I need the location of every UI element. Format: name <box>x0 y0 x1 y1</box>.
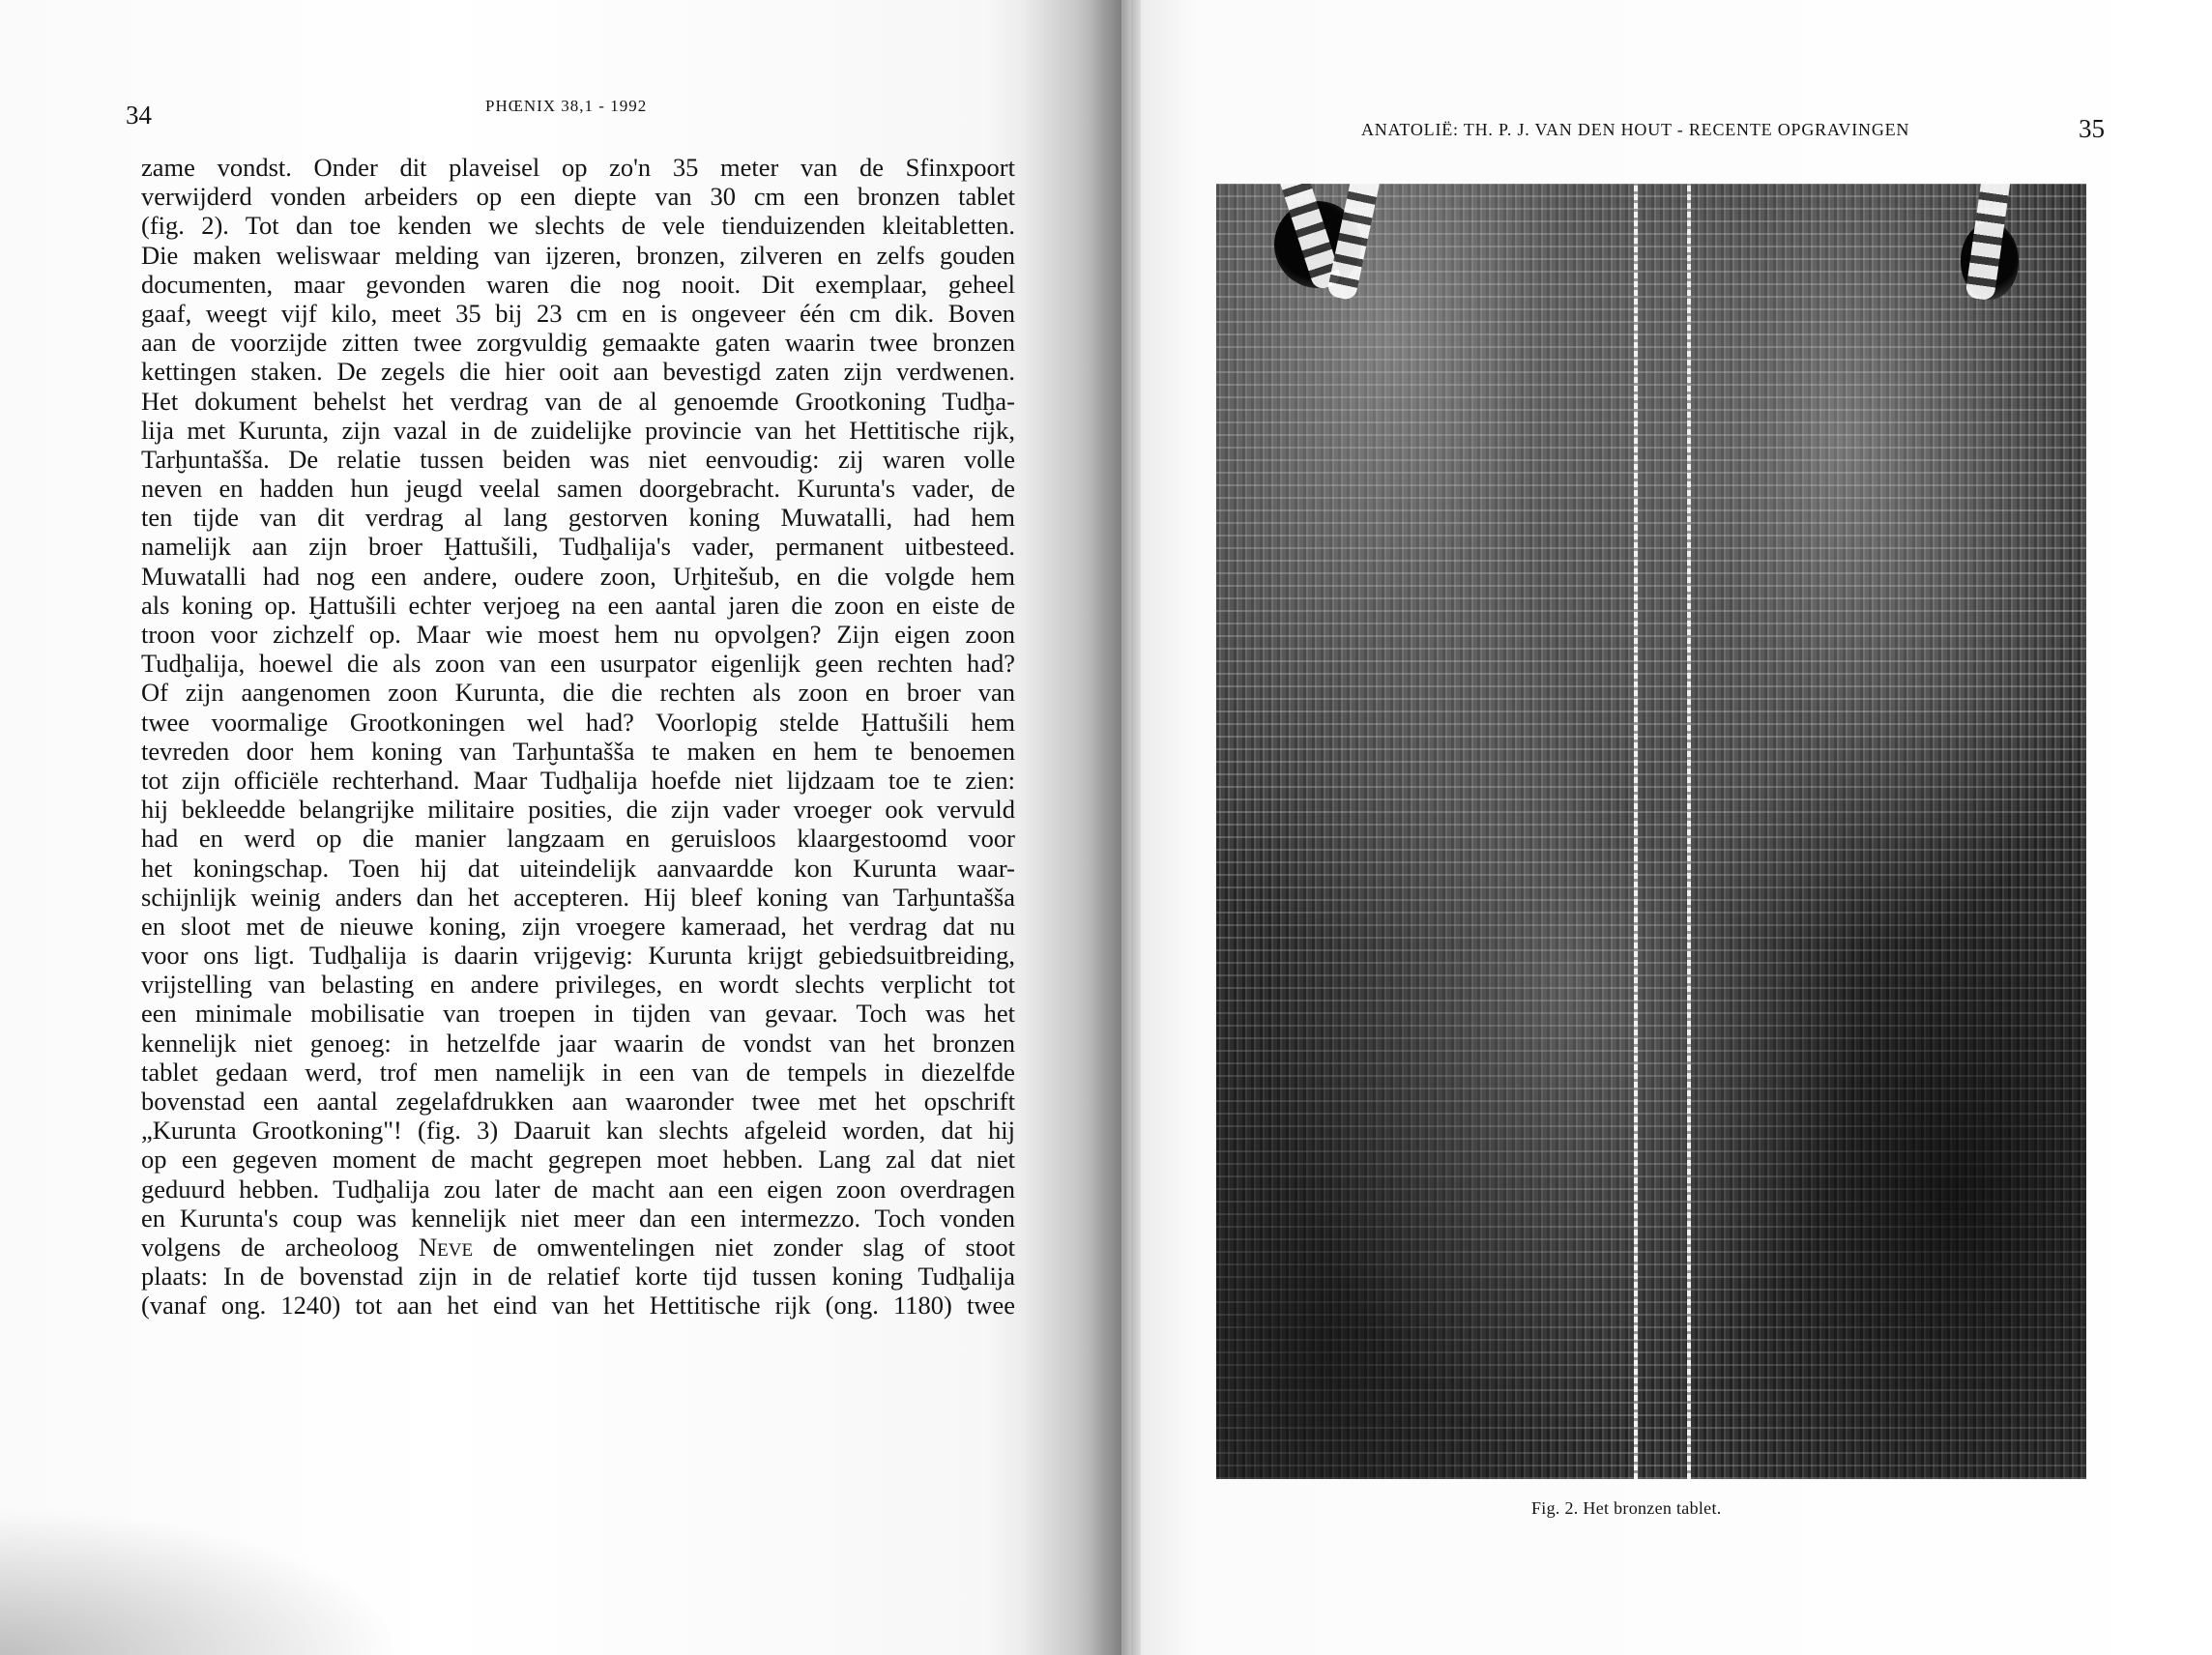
text-line: tablet gedaan werd, trof men namelijk in een van de tempels in diezelfde <box>141 1057 1015 1087</box>
text-line: (fig. 2). Tot dan toe kenden we slechts de vele tienduizenden kleitabletten. <box>141 211 1015 241</box>
text-line: (vanaf ong. 1240) tot aan het eind van het Hettitische rijk (ong. 1180) twee <box>141 1291 1015 1321</box>
text-line: had en werd op die manier langzaam en geruisloos klaargestoomd voor <box>141 824 1015 854</box>
text-line: tevreden door hem koning van Tarḫuntašša te maken en hem te benoemen <box>141 736 1015 766</box>
text-line: kettingen staken. De zegels die hier ooit aan bevestigd zaten zijn verdwenen. <box>141 357 1015 387</box>
text-line: en sloot met de nieuwe koning, zijn vroegere kameraad, het verdrag dat nu <box>141 911 1015 941</box>
text-fragment: volgens de archeoloog <box>141 1232 420 1262</box>
text-line: neven en hadden hun jeugd veelal samen doorgebracht. Kurunta's vader, de <box>141 474 1015 504</box>
text-line: lija met Kurunta, zijn vazal in de zuidelijke provincie van het Hettitische rijk, <box>141 415 1015 445</box>
text-line: ten tijde van dit verdrag al lang gestorven koning Muwatalli, had hem <box>141 503 1015 533</box>
figure-caption: Fig. 2. Het bronzen tablet. <box>1531 1498 1722 1518</box>
text-line: schijnlijk weinig anders dan het accepteren. Hij bleef koning van Tarḫuntašša <box>141 882 1015 912</box>
text-line-neve <box>141 1233 1015 1262</box>
text-line: bovenstad een aantal zegelafdrukken aan waaronder twee met het opschrift <box>141 1087 1015 1116</box>
text-line: Het dokument behelst het verdrag van de al genoemde Grootkoning Tudḫa- <box>141 386 1015 416</box>
text-fragment: de omwentelingen niet zonder slag of stoot <box>473 1232 1015 1262</box>
book-gutter-shadow <box>1025 0 1141 1655</box>
text-line: twee voormalige Grootkoningen wel had? Voorlopig stelde Ḫattušili hem <box>141 707 1015 737</box>
text-line: „Kurunta Grootkoning"! (fig. 3) Daaruit kan slechts afgeleid worden, dat hij <box>141 1116 1015 1146</box>
text-line: Of zijn aangenomen zoon Kurunta, die die rechten als zoon en broer van <box>141 678 1015 708</box>
text-line: Tarḫuntašša. De relatie tussen beiden was niet eenvoudig: zij waren volle <box>141 444 1015 474</box>
text-line: documenten, maar gevonden waren die nog nooit. Dit exemplaar, geheel <box>141 269 1015 299</box>
text-line: Die maken weliswaar melding van ijzeren, bronzen, zilveren en zelfs gouden <box>141 240 1015 270</box>
text-line: geduurd hebben. Tudḫalija zou later de macht aan een eigen zoon overdragen <box>141 1174 1015 1204</box>
text-line: plaats: In de bovenstad zijn in de relatief korte tijd tussen koning Tudḫalija <box>141 1262 1015 1292</box>
left-running-head: PHŒNIX 38,1 - 1992 <box>485 97 648 115</box>
text-line: verwijderd vonden arbeiders op een diepte van 30 cm een bronzen tablet <box>141 182 1015 212</box>
text-line: hij bekleedde belangrijke militaire posities, die zijn vader vroeger ook vervuld <box>141 795 1015 825</box>
text-line: Muwatalli had nog een andere, oudere zoon, Urḫitešub, en die volgde hem <box>141 561 1015 591</box>
page-corner-shadow <box>0 1508 406 1655</box>
right-page-number: 35 <box>2079 114 2105 143</box>
text-line: als koning op. Ḫattušili echter verjoeg na een aantal jaren die zoon en eiste de <box>141 590 1015 620</box>
text-line: troon voor zichzelf op. Maar wie moest hem nu opvolgen? Zijn eigen zoon <box>141 620 1015 649</box>
text-line: het koningschap. Toen hij dat uiteindelijk aanvaardde kon Kurunta waar- <box>141 853 1015 883</box>
text-line: en Kurunta's coup was kennelijk niet meer dan een intermezzo. Toch vonden <box>141 1203 1015 1233</box>
bronze-tablet-photo <box>1216 184 2086 1479</box>
tablet-column-rule <box>1687 184 1691 1479</box>
tablet-column-rule <box>1634 184 1638 1479</box>
article-body-text <box>141 153 1015 1321</box>
text-line: kennelijk niet genoeg: in hetzelfde jaar waarin de vondst van het bronzen <box>141 1028 1015 1058</box>
text-line: vrijstelling van belasting en andere privileges, en wordt slechts verplicht tot <box>141 970 1015 1000</box>
text-line: tot zijn officiële rechterhand. Maar Tudḫalija hoefde niet lijdzaam toe te zien: <box>141 765 1015 795</box>
right-running-head: ANATOLIË: TH. P. J. VAN DEN HOUT - RECENTE OPGRAVINGEN <box>1361 120 1910 139</box>
text-line: gaaf, weegt vijf kilo, meet 35 bij 23 cm en is ongeveer één cm dik. Boven <box>141 298 1015 328</box>
text-line: op een gegeven moment de macht gegrepen moet hebben. Lang zal dat niet <box>141 1145 1015 1175</box>
text-line: namelijk aan zijn broer Ḫattušili, Tudḫalija's vader, permanent uitbesteed. <box>141 532 1015 562</box>
text-line: aan de voorzijde zitten twee zorgvuldig gemaakte gaten waarin twee bronzen <box>141 328 1015 358</box>
left-page-number: 34 <box>126 101 152 130</box>
text-line: voor ons ligt. Tudḫalija is daarin vrijgevig: Kurunta krijgt gebiedsuitbreiding, <box>141 941 1015 971</box>
text-line: een minimale mobilisatie van troepen in tijden van gevaar. Toch was het <box>141 999 1015 1029</box>
text-line: zame vondst. Onder dit plaveisel op zo'n 35 meter van de Sfinxpoort <box>141 153 1015 182</box>
author-name-neve: Neve <box>419 1232 474 1262</box>
text-line: Tudḫalija, hoewel die als zoon van een usurpator eigenlijk geen rechten had? <box>141 649 1015 679</box>
